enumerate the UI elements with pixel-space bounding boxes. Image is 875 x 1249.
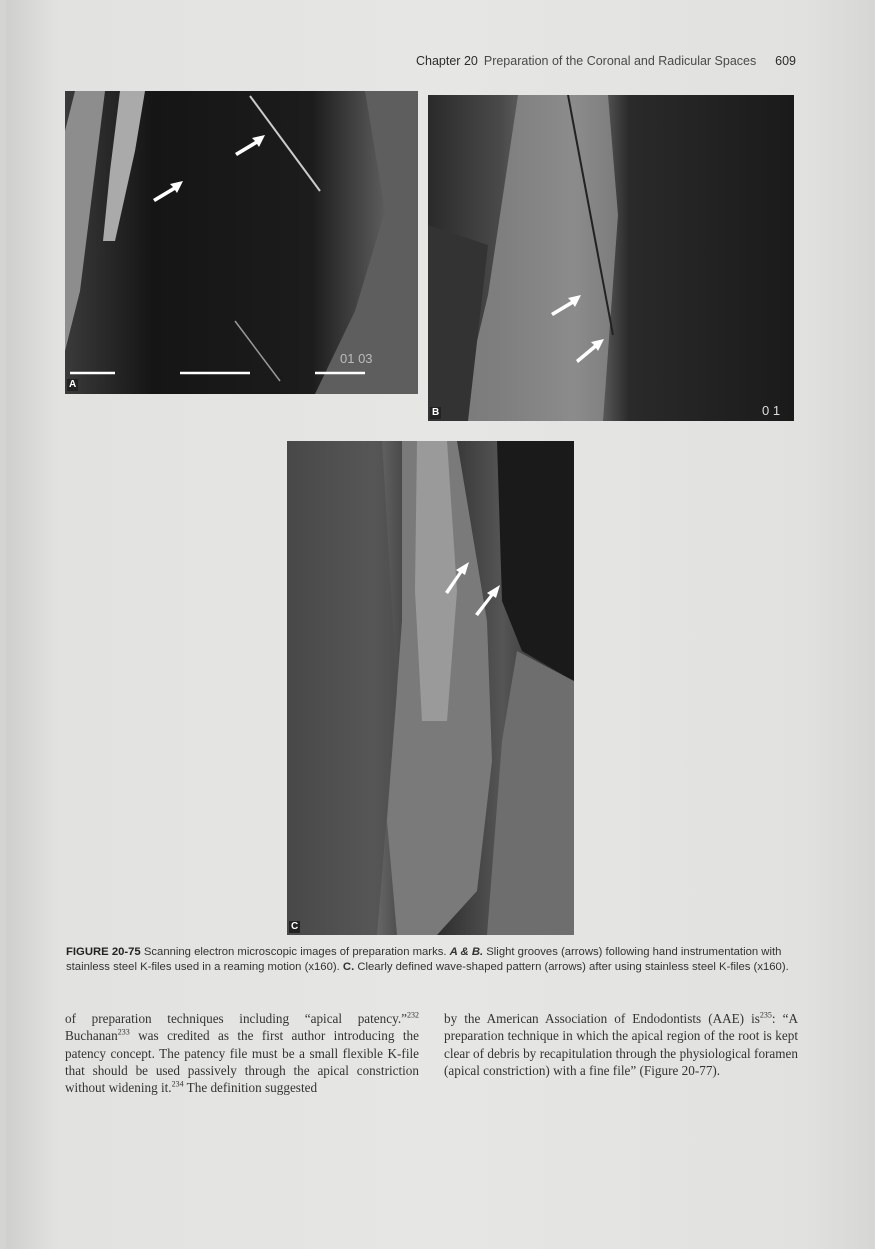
running-head	[416, 54, 796, 68]
body-text-right-column: by the American Association of Endodontists (AAE) $is^{235}$: “A preparation technique in which the apical region of the root is kept clear of debris by recapitulation through the physiological foramen (apical constriction) with a fine file” (Figure 20-77).	[444, 1010, 799, 1078]
panel-label-c: C	[291, 921, 299, 932]
sem-image-c	[287, 441, 574, 935]
reference-superscript: 234	[171, 1079, 184, 1089]
figure-caption: FIGURE 20-75 Scanning electron microscopic images of preparation marks. A & B. Slight grooves (arrows) following hand instrumentation with stainless steel K-files used in a reaming motion (x160). C. Clearly defined wave-shaped pattern (arrows) after using stainless steel K-files (x160).	[66, 946, 789, 973]
chapter-title: Preparation of the Coronal and Radicular Spaces	[483, 54, 757, 68]
figure-number: FIGURE 20-75	[66, 946, 141, 958]
sem-image-b	[428, 95, 794, 421]
page-number: 609	[775, 54, 796, 68]
panel-label-b: B	[432, 407, 440, 418]
book-page	[6, 0, 875, 1249]
reference-superscript: 235	[759, 1010, 772, 1020]
panel-label-a: A	[69, 379, 77, 390]
reference-superscript: 233	[117, 1027, 130, 1037]
chapter-number: Chapter 20	[416, 54, 478, 68]
image-text-a: 01 03	[340, 351, 373, 366]
sem-image-a	[65, 91, 418, 394]
reference-superscript: 232	[407, 1010, 419, 1020]
image-text-b: 0 1	[762, 403, 781, 418]
body-text-left-column: of preparation techniques including “apical patency.”$^{232}$ Buchanan$^{233}$ was credited as the first author introducing the patency concept. The patency file must be a small flexible K-file that should be used passively through the apical constriction without widening it.$^{234}$ The definition suggested	[65, 1010, 419, 1096]
